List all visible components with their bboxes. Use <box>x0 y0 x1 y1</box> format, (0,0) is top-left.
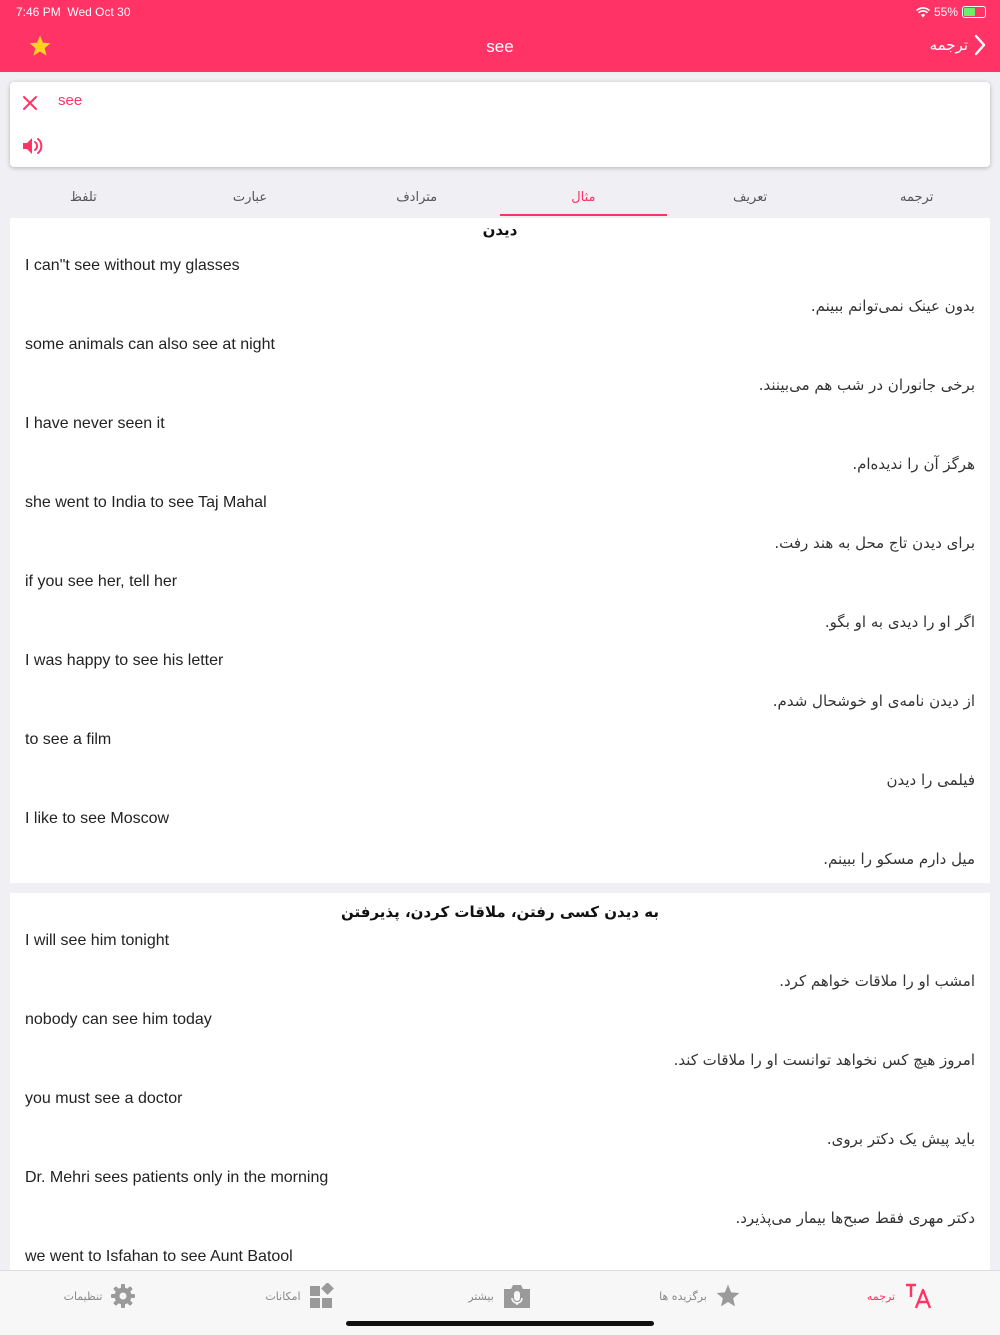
example-pair <box>10 731 990 810</box>
search-input[interactable] <box>58 92 858 109</box>
page-title: see <box>486 37 514 56</box>
example-pair <box>10 1169 990 1248</box>
back-button[interactable] <box>930 34 986 56</box>
star-icon <box>715 1283 741 1309</box>
example-pair <box>10 573 990 652</box>
status-time: 7:46 PM Wed Oct 30 <box>16 5 131 19</box>
example-english: I will see him tonight <box>25 932 170 949</box>
example-persian: دکتر مهری فقط صبح‌ها بیمار می‌پذیرد. <box>735 1209 975 1227</box>
example-persian: میل دارم مسکو را ببینم. <box>823 850 975 868</box>
example-persian: اگر او را دیدی به او بگو. <box>824 613 975 631</box>
chevron-right-icon <box>974 34 986 56</box>
example-persian: هرگز آن را ندیده‌ام. <box>852 455 975 473</box>
example-english: I was happy to see his letter <box>25 652 224 669</box>
tabbar-translate[interactable] <box>800 1271 1000 1321</box>
tabbar-features-label: امکانات <box>265 1289 301 1303</box>
example-persian: باید پیش یک دکتر بروی. <box>826 1130 975 1148</box>
meaning-title: دیدن <box>482 221 518 239</box>
meaning-title: به دیدن کسی رفتن، ملاقات کردن، پذیرفتن <box>341 903 659 921</box>
translate-icon <box>903 1282 933 1310</box>
gear-icon <box>110 1283 136 1309</box>
example-persian: برخی جانوران در شب هم می‌بینند. <box>758 376 975 394</box>
tabbar-favorites-label: برگزیده ها <box>659 1289 707 1303</box>
widgets-icon <box>309 1283 335 1309</box>
example-pair <box>10 810 990 889</box>
meaning-card <box>10 218 990 883</box>
example-pair <box>10 415 990 494</box>
example-pair <box>10 1011 990 1090</box>
tabbar-favorites[interactable] <box>600 1271 800 1321</box>
home-indicator <box>346 1321 654 1326</box>
tab-synonym[interactable]: مترادف <box>396 190 438 205</box>
example-persian: برای دیدن تاج محل به هند رفت. <box>774 534 975 552</box>
example-english: Dr. Mehri sees patients only in the morning <box>25 1169 329 1186</box>
example-pair <box>10 494 990 573</box>
meaning-card <box>10 893 990 1273</box>
tabbar-settings[interactable] <box>0 1271 200 1321</box>
example-english: you must see a doctor <box>25 1090 183 1107</box>
tab-phrase[interactable]: عبارت <box>232 190 268 205</box>
example-english: I like to see Moscow <box>25 810 170 827</box>
tabbar-more[interactable] <box>400 1271 600 1321</box>
example-english: nobody can see him today <box>25 1011 212 1028</box>
tabbar-translate-label: ترجمه <box>866 1289 896 1303</box>
example-english: some animals can also see at night <box>25 336 275 353</box>
tabbar-more-label: بیشتر <box>468 1289 494 1303</box>
speaker-icon <box>21 135 45 157</box>
example-english: she went to India to see Taj Mahal <box>25 494 267 511</box>
section-tabs <box>0 180 1000 218</box>
example-pair <box>10 257 990 336</box>
search-card <box>10 82 990 167</box>
status-right <box>916 5 986 19</box>
example-persian: فیلمی را دیدن <box>886 771 975 789</box>
example-persian: از دیدن نامه‌ی او خوشحال شدم. <box>772 692 975 710</box>
example-english: I have never seen it <box>25 415 165 432</box>
status-bar <box>0 0 1000 24</box>
example-pair <box>10 652 990 731</box>
close-icon <box>20 93 40 113</box>
tab-definition[interactable]: تعریف <box>732 190 768 205</box>
tabbar-settings-label: تنظیمات <box>63 1289 103 1303</box>
back-label: ترجمه <box>929 36 968 54</box>
example-english: we went to Isfahan to see Aunt Batool <box>25 1248 293 1265</box>
battery-percent: 55% <box>933 5 958 19</box>
tab-pronunciation[interactable]: تلفظ <box>69 190 97 205</box>
example-pair <box>10 336 990 415</box>
nav-bar <box>0 24 1000 72</box>
tabbar-features[interactable] <box>200 1271 400 1321</box>
example-english: I can"t see without my glasses <box>25 257 240 274</box>
example-english: if you see her, tell her <box>25 573 178 590</box>
clear-search-button[interactable] <box>20 93 40 117</box>
example-persian: بدون عینک نمی‌توانم ببینم. <box>810 297 975 315</box>
camera-mic-icon <box>502 1283 532 1309</box>
battery-icon <box>962 6 986 18</box>
example-english: to see a film <box>25 731 112 748</box>
example-persian: امروز هیچ کس نخواهد توانست او را ملاقات کند. <box>673 1051 975 1069</box>
wifi-icon <box>916 7 930 18</box>
example-persian: امشب او را ملاقات خواهم کرد. <box>779 972 975 990</box>
example-pair <box>10 1090 990 1169</box>
pronounce-button[interactable] <box>21 135 45 161</box>
example-pair <box>10 932 990 1011</box>
tab-example[interactable]: مثال <box>500 180 667 218</box>
tab-translation[interactable]: ترجمه <box>900 190 934 205</box>
